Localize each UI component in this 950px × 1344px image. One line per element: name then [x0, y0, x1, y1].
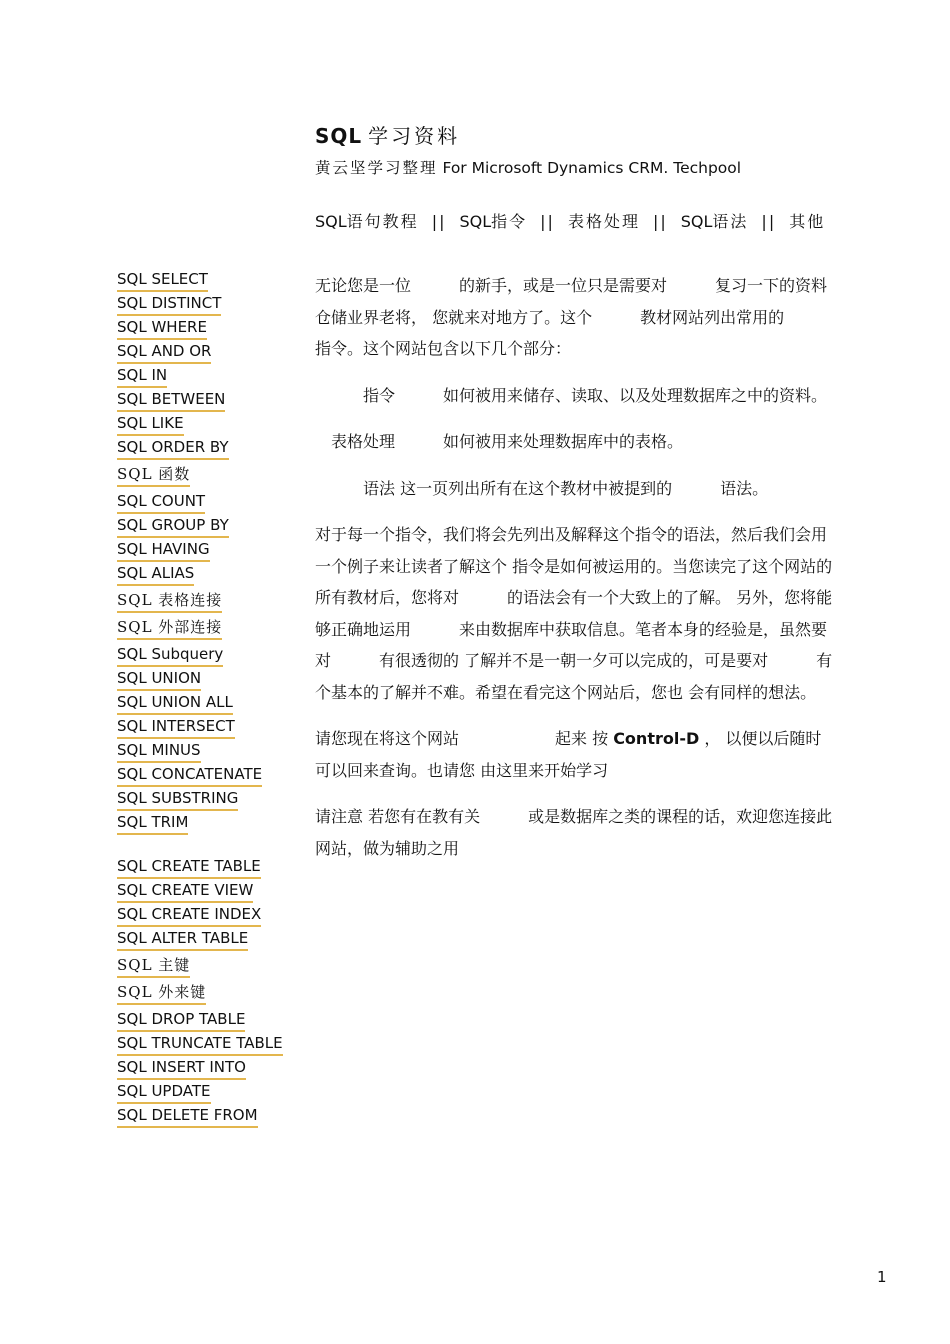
sidebar-link-create-index[interactable]: SQL CREATE INDEX [117, 905, 261, 927]
nav-item-sql-syntax[interactable]: SQL语法 [680, 212, 749, 231]
sidebar-link-drop-table[interactable]: SQL DROP TABLE [117, 1010, 245, 1032]
sidebar-link-substring[interactable]: SQL SUBSTRING [117, 789, 238, 811]
sidebar-link-outer-join[interactable]: SQL 外部连接 [117, 618, 222, 640]
subtitle [315, 156, 741, 178]
top-nav [315, 209, 825, 232]
bookmark-paragraph: 请您现在将这个网站 起来 按 Control-D ， 以便以后随时可以回来查询。也请您 由这里来开始学习 [315, 729, 822, 780]
page-title-en: SQL [315, 124, 363, 148]
sidebar-link-and-or[interactable]: SQL AND OR [117, 342, 211, 364]
sidebar-link-order-by[interactable]: SQL ORDER BY [117, 438, 229, 460]
notice-paragraph: 请注意 若您有在教有关 或是数据库之类的课程的话，欢迎您连接此网站，做为辅助之用 [315, 807, 833, 858]
sidebar-link-truncate-table[interactable]: SQL TRUNCATE TABLE [117, 1034, 283, 1056]
page-title [315, 120, 460, 149]
sidebar-group-queries [117, 270, 297, 835]
sidebar-link-foreign-key[interactable]: SQL 外来键 [117, 983, 206, 1005]
sidebar-link-trim[interactable]: SQL TRIM [117, 813, 188, 835]
sidebar [117, 270, 297, 1130]
sidebar-link-union[interactable]: SQL UNION [117, 669, 201, 691]
nav-separator: || [652, 212, 668, 231]
sidebar-link-join[interactable]: SQL 表格连接 [117, 591, 222, 613]
sidebar-link-in[interactable]: SQL IN [117, 366, 167, 388]
section-table-handling: 表格处理 如何被用来处理数据库中的表格。 [315, 432, 684, 451]
nav-item-other[interactable]: 其他 [789, 212, 826, 231]
sidebar-link-create-table[interactable]: SQL CREATE TABLE [117, 857, 261, 879]
sidebar-link-functions[interactable]: SQL 函数 [117, 465, 190, 487]
sidebar-link-primary-key[interactable]: SQL 主键 [117, 956, 190, 978]
nav-separator: || [431, 212, 447, 231]
sidebar-link-concatenate[interactable]: SQL CONCATENATE [117, 765, 262, 787]
intro-paragraph: 无论您是一位 的新手，或是一位只是需要对 复习一下的资料仓储业界老将， 您就来对地方了。这个 教材网站列出常用的 指令。这个网站包含以下几个部分： [315, 276, 833, 358]
sidebar-link-intersect[interactable]: SQL INTERSECT [117, 717, 235, 739]
sidebar-link-having[interactable]: SQL HAVING [117, 540, 210, 562]
subtitle-author: 黄云坚学习整理 [315, 159, 438, 177]
sidebar-link-count[interactable]: SQL COUNT [117, 492, 205, 514]
nav-separator: || [540, 212, 555, 231]
sidebar-link-where[interactable]: SQL WHERE [117, 318, 207, 340]
sidebar-group-tables [117, 857, 297, 1128]
sidebar-link-insert-into[interactable]: SQL INSERT INTO [117, 1058, 246, 1080]
sidebar-link-select[interactable]: SQL SELECT [117, 270, 208, 292]
nav-item-sql-commands[interactable]: SQL指令 [459, 212, 528, 231]
subtitle-source: For Microsoft Dynamics CRM. Techpool [442, 159, 742, 177]
main-content [315, 270, 835, 879]
nav-separator: || [761, 212, 777, 231]
section-sql-syntax: 语法 这一页列出所有在这个教材中被提到的 语法。 [315, 478, 769, 498]
page-title-cn: 学习资料 [368, 124, 461, 148]
sidebar-link-between[interactable]: SQL BETWEEN [117, 390, 225, 412]
page-number: 1 [877, 1268, 887, 1286]
sidebar-link-minus[interactable]: SQL MINUS [117, 741, 201, 763]
nav-item-sql-tutorial[interactable]: SQL语句教程 [315, 212, 419, 231]
sidebar-link-like[interactable]: SQL LIKE [117, 414, 184, 436]
sidebar-link-create-view[interactable]: SQL CREATE VIEW [117, 881, 253, 903]
sidebar-spacer [117, 837, 297, 857]
sidebar-link-subquery[interactable]: SQL Subquery [117, 645, 223, 667]
sidebar-link-alter-table[interactable]: SQL ALTER TABLE [117, 929, 248, 951]
sidebar-link-alias[interactable]: SQL ALIAS [117, 564, 194, 586]
nav-item-table-handling[interactable]: 表格处理 [567, 212, 640, 231]
sidebar-link-update[interactable]: SQL UPDATE [117, 1082, 211, 1104]
sidebar-link-delete-from[interactable]: SQL DELETE FROM [117, 1106, 258, 1128]
description-paragraph: 对于每一个指令，我们将会先列出及解释这个指令的语法，然后我们会用一个例子来让读者了解这个 指令是如何被运用的。当您读完了这个网站的所有教材后，您将对 的语法会有一个大致上的了解。 另外，您将能够正确地运用 来由数据库中获取信息。笔者本身的经验是，虽然要对 有很透彻的 了解并不是一朝一夕可以完成的，可是要对 有个基本的了解并不难。希望在看完这个网站后，您也 会有同样的想法。 [315, 525, 833, 702]
keyboard-shortcut: Control-D [613, 729, 700, 748]
section-sql-commands: 指令 如何被用来储存、读取、以及处理数据库之中的资料。 [315, 385, 828, 405]
sidebar-link-distinct[interactable]: SQL DISTINCT [117, 294, 221, 316]
sidebar-link-group-by[interactable]: SQL GROUP BY [117, 516, 229, 538]
sidebar-link-union-all[interactable]: SQL UNION ALL [117, 693, 233, 715]
